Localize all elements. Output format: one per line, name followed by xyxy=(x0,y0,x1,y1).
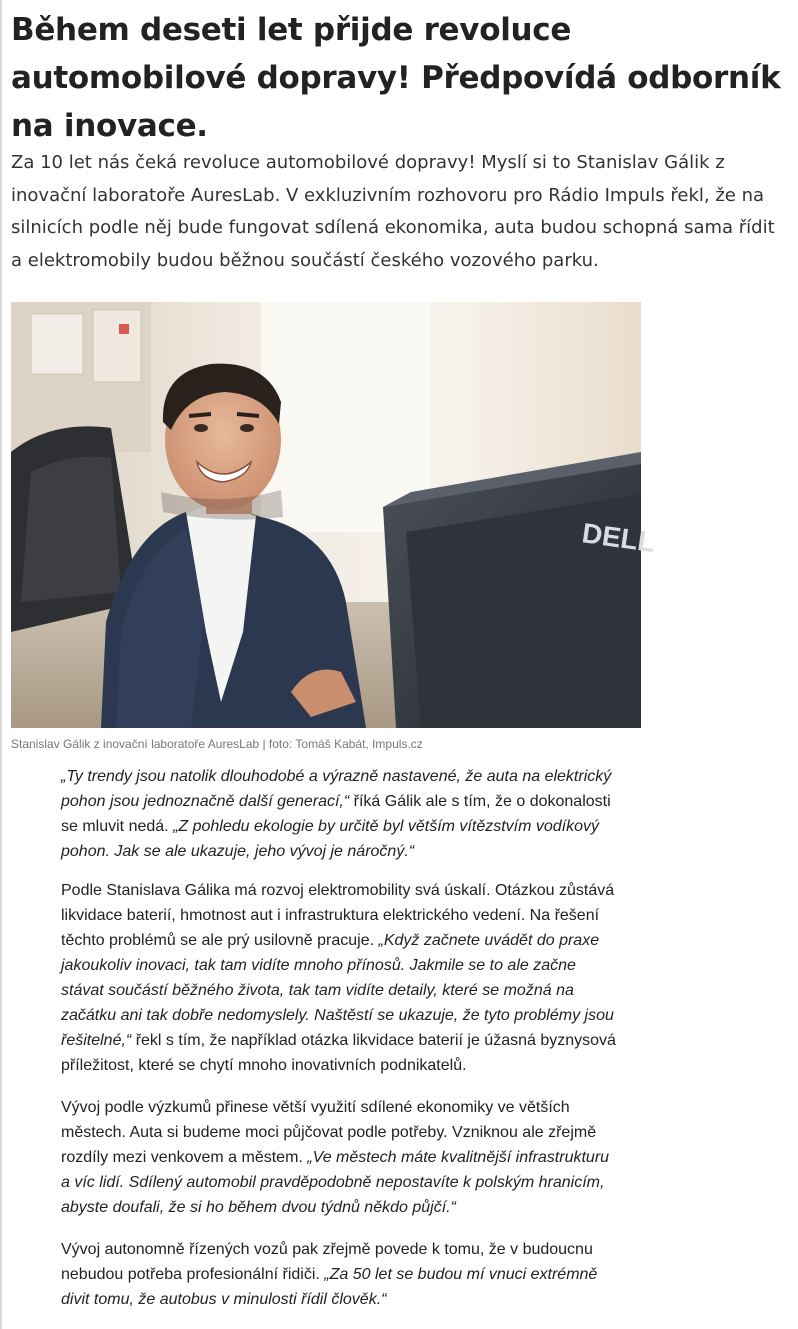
paragraph-text: Podle Stanislava Gálika má rozvoj elektromobility svá úskalí. Otázkou zůstává likvidace baterií, hmotnost aut i infrastruktura elektrického vedení. Na řešení těchto problémů se ale prý usilovně pracuje. xyxy=(61,882,615,949)
paragraph-text: Vývoj autonomně řízených vozů pak zřejmě povede k tomu, že v budoucnu nebudou potřeba profesionální řidiči. xyxy=(61,1241,593,1283)
portrait-illustration xyxy=(11,302,657,728)
left-border-rule xyxy=(0,0,2,1329)
quote-text: „Ty trendy jsou natolik dlouhodobé a výrazně nastavené, že auta na elektrický pohon jsou jednoznačně další generací,“ xyxy=(61,768,612,810)
article-paragraph-3 xyxy=(61,1095,621,1220)
article-lead: Za 10 let nás čeká revoluce automobilové dopravy! Myslí si to Stanislav Gálik z inovační laboratoře AuresLab. V exkluzivním rozhovoru pro Rádio Impuls řekl, že na silnicích podle něj bude fungovat sdílená ekonomika, auta budou schopná sama řídit a elektromobily budou běžnou součástí českého vozového parku. xyxy=(11,152,775,271)
paragraph-text: Vývoj podle výzkumů přinese větší využití sdílené ekonomiky ve větších městech. Auta si budeme moci půjčovat podle potřeby. Vzniknou ale zřejmě rozdíly mezi venkovem a městem. xyxy=(61,1099,597,1166)
monitor-logo: DELL xyxy=(580,517,657,559)
article-headline: Během deseti let přijde revoluce automobilové dopravy! Předpovídá odborník na inovace. xyxy=(11,12,781,144)
article-photo[interactable] xyxy=(11,302,657,728)
quote-text: „Když začnete uvádět do praxe jakoukoliv inovaci, tak tam vidíte mnoho přínosů. Jakmile se to ale začne stávat součástí běžného života, tak tam vidíte detaily, které se možná na začátku ani tak dobře nedomyslely. Naštěstí se ukazuje, že tyto problémy jsou řešitelné,“ xyxy=(61,932,614,1049)
quote-text: „Z pohledu ekologie by určitě byl větším vítězstvím vodíkový pohon. Jak se ale ukazuje, jeho vývoj je náročný.“ xyxy=(61,818,600,860)
quote-text: „Za 50 let se budou mí vnuci extrémně divit tomu, že autobus v minulosti řídil člověk.“ xyxy=(61,1266,598,1308)
paragraph-text: říká Gálik ale s tím, že o dokonalosti se mluvit nedá. xyxy=(61,793,611,835)
article-paragraph-4 xyxy=(61,1237,621,1312)
quote-text: „Ve městech máte kvalitnější infrastrukturu a víc lidí. Sdílený automobil pravděpodobně nepostavíte k polským hranicím, abyste doufali, že si ho během dvou týdnů někdo půjčí.“ xyxy=(61,1149,610,1216)
paragraph-text: řekl s tím, že například otázka likvidace baterií je úžasná byznysová příležitost, které se chytí mnoho inovativních podnikatelů. xyxy=(61,1032,616,1074)
article-paragraph-2 xyxy=(61,878,621,1078)
article-paragraph-1 xyxy=(61,764,621,864)
photo-caption: Stanislav Gálik z inovační laboratoře AuresLab | foto: Tomáš Kabát, Impuls.cz xyxy=(11,737,423,751)
